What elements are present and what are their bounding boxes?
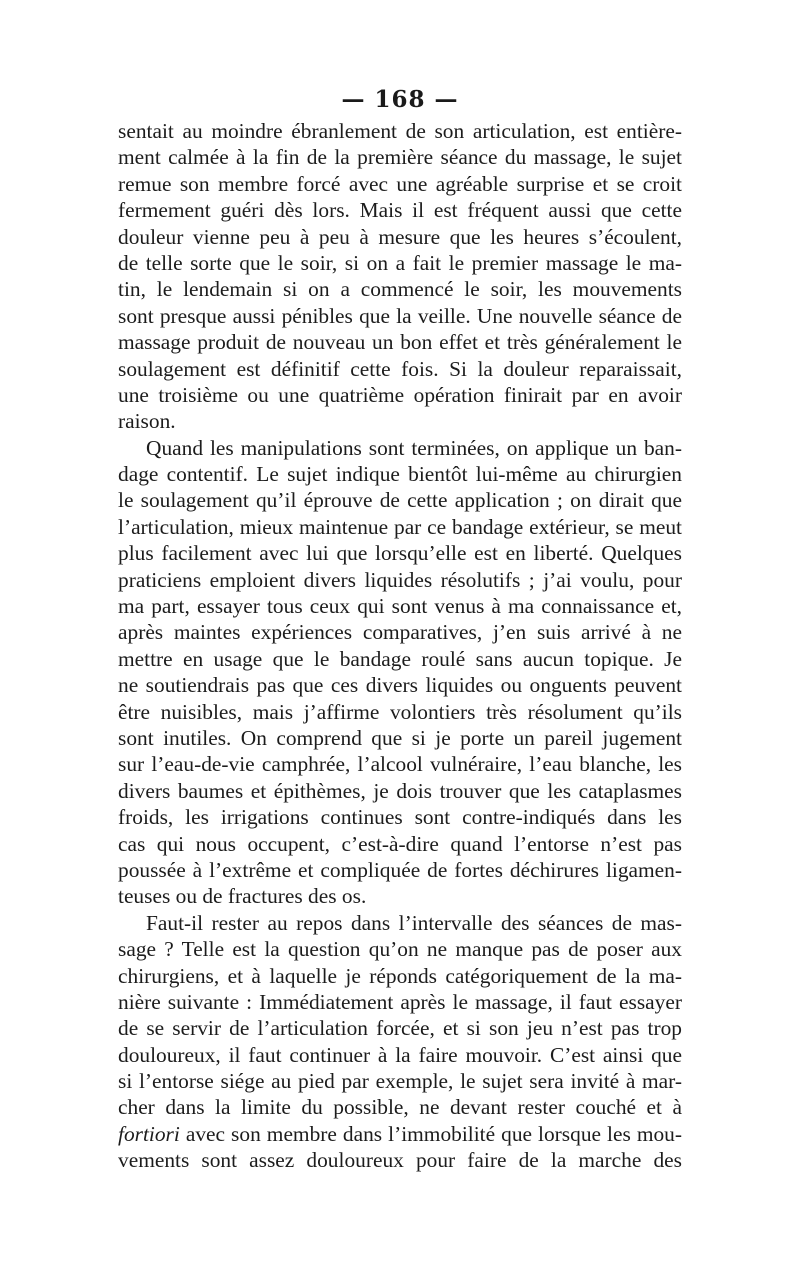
text-line: l’articulation, mieux maintenue par ce bandage extérieur, se meut [118, 514, 682, 539]
text-line: sage ? Telle est la question qu’on ne manque pas de poser aux [118, 937, 682, 962]
text-line: ma part, essayer tous ceux qui sont venus à ma connaissance et, [118, 594, 682, 619]
text-line: sont presque aussi pénibles que la veille. Une nouvelle séance de [118, 303, 682, 328]
text-line: massage produit de nouveau un bon effet et très généralement le [118, 330, 682, 355]
text-line: de telle sorte que le soir, si on a fait le premier massage le ma- [118, 250, 682, 275]
text-line: raison. [118, 409, 176, 434]
text-line: poussée à l’extrême et compliquée de fortes déchirures ligamen- [118, 857, 682, 882]
text-line: le soulagement qu’il éprouve de cette application ; on dirait que [118, 488, 682, 513]
text-line: sentait au moindre ébranlement de son articulation, est entière- [118, 119, 682, 143]
text-line: une troisième ou une quatrième opération finirait par en avoir [118, 382, 682, 407]
text-line: divers baumes et épithèmes, je dois trouver que les cataplasmes [118, 778, 682, 803]
text-line: mettre en usage que le bandage roulé sans aucun topique. Je [118, 646, 682, 671]
text-line: soulagement est définitif cette fois. Si la douleur reparaissait, [118, 356, 682, 381]
text-line: ment calmée à la fin de la première séance du massage, le sujet [118, 145, 682, 170]
text-line: teuses ou de fractures des os. [118, 884, 367, 909]
text-line: être nuisibles, mais j’affirme volontiers très résolument qu’ils [118, 699, 682, 724]
page-number: — 168 — [341, 86, 459, 113]
text-line: douloureux, il faut continuer à la faire mouvoir. C’est ainsi que [118, 1042, 682, 1067]
text-line: après maintes expériences comparatives, j’en suis arrivé à ne [118, 620, 682, 645]
body-text [118, 118, 682, 1174]
text-line: remue son membre forcé avec une agréable surprise et se croit [118, 171, 682, 196]
text-line: cas qui nous occupent, c’est-à-dire quand l’entorse n’est pas [118, 831, 682, 856]
text-line: plus facilement avec lui que lorsqu’elle est en liberté. Quelques [118, 541, 682, 566]
text-line: praticiens emploient divers liquides résolutifs ; j’ai voulu, pour [118, 567, 682, 592]
text-line: Faut-il rester au repos dans l’intervalle des séances de mas- [146, 910, 682, 935]
text-line: douleur vienne peu à peu à mesure que les heures s’écoulent, [118, 224, 682, 249]
text-line: cher dans la limite du possible, ne devant rester couché et à [118, 1095, 682, 1120]
text-line: sont inutiles. On comprend que si je porte un pareil jugement [118, 725, 682, 750]
text-line: si l’entorse siége au pied par exemple, le sujet sera invité à mar- [118, 1069, 682, 1094]
text-line: chirurgiens, et à laquelle je réponds catégoriquement de la ma- [118, 963, 682, 988]
text-line: froids, les irrigations continues sont contre-indiqués dans les [118, 805, 682, 830]
text-line: vements sont assez douloureux pour faire de la marche des [118, 1148, 682, 1173]
text-line-with-italic [118, 1121, 682, 1147]
text-line: de se servir de l’articulation forcée, et si son jeu n’est pas trop [118, 1016, 682, 1041]
text-line: dage contentif. Le sujet indique bientôt lui-même au chirurgien [118, 462, 682, 487]
text-line: fermement guéri dès lors. Mais il est fréquent aussi que cette [118, 198, 682, 223]
italic-phrase: fortiori [118, 1121, 180, 1146]
text-line: ne soutiendrais pas que ces divers liquides ou onguents peuvent [118, 673, 682, 698]
text-line: nière suivante : Immédiatement après le massage, il faut essayer [118, 989, 682, 1014]
text-line: tin, le lendemain si on a commencé le soir, les mouvements [118, 277, 682, 302]
text-line: Quand les manipulations sont terminées, on applique un ban- [146, 435, 682, 460]
text-line: sur l’eau-de-vie camphrée, l’alcool vulnéraire, l’eau blanche, les [118, 752, 682, 777]
text-fragment: avec son membre dans l’immobilité que lorsque les mou- [179, 1121, 682, 1146]
